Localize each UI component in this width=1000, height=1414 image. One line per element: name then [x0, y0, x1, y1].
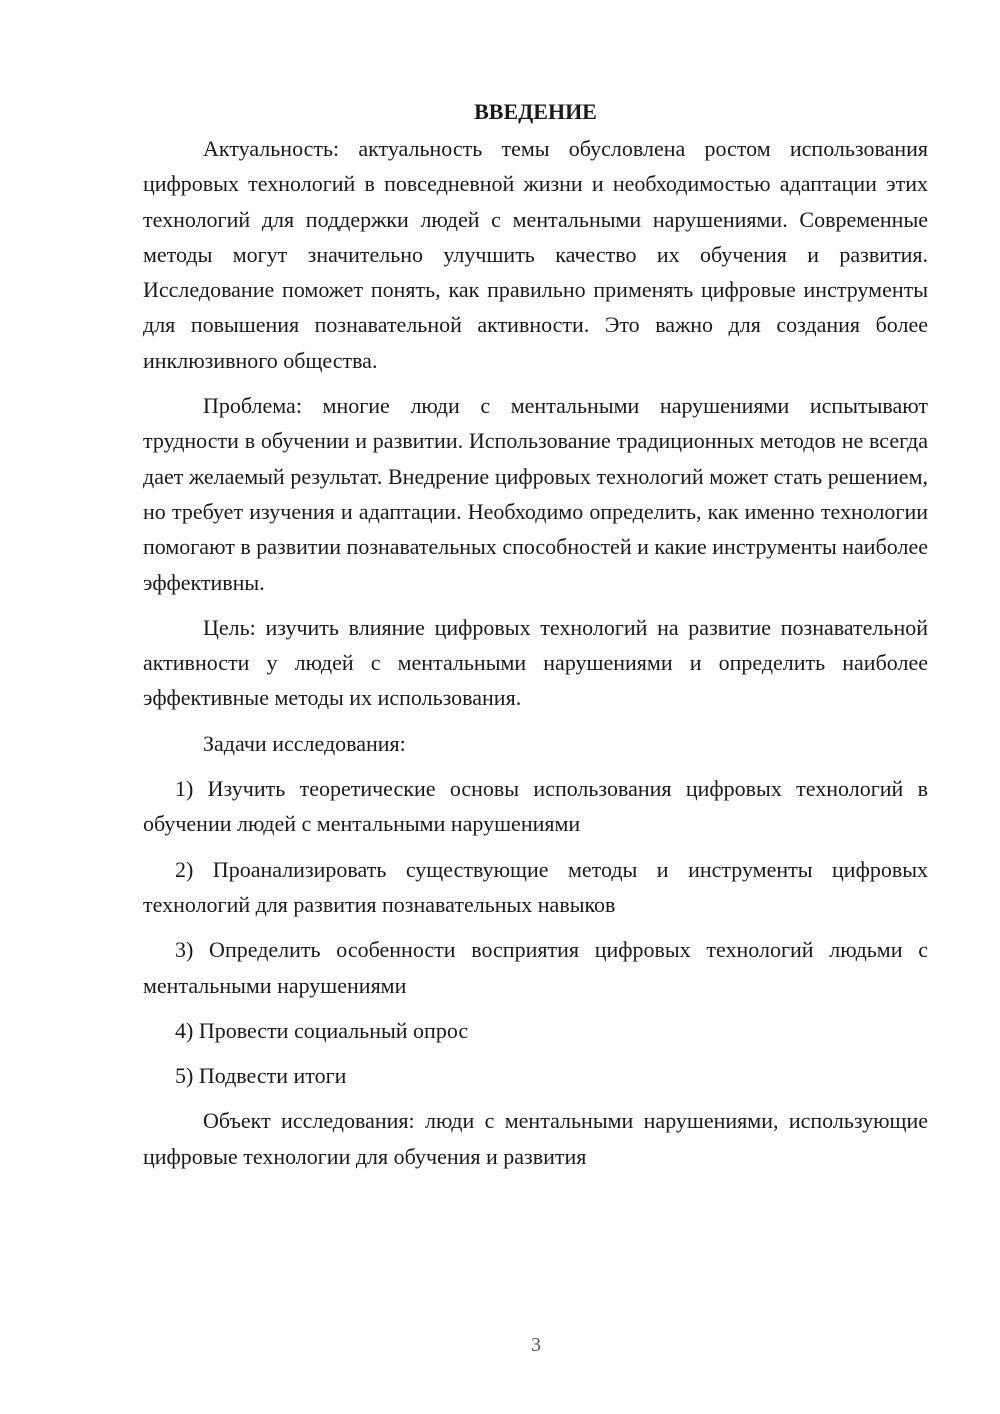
relevance-paragraph: Актуальность: актуальность темы обусловлена ростом использования цифровых технологий в повседневной жизни и необходимостью адаптации этих технологий для поддержки людей с ментальными нарушениями. Современные методы могут значительно улучшить качество их обучения и развития. Исследование поможет понять, как правильно применять цифровые инструменты для повышения познавательной активности. Это важно для создания более инклюзивного общества. [143, 136, 928, 373]
task-item: 2) Проанализировать существующие методы и инструменты цифровых технологий для развития познавательных навыков [143, 856, 928, 917]
task-item: 5) Подвести итоги [175, 1063, 347, 1089]
task-item: 1) Изучить теоретические основы использования цифровых технологий в обучении людей с ментальными нарушениями [143, 776, 928, 837]
page-number: 3 [531, 1334, 541, 1356]
problem-paragraph: Проблема: многие люди с ментальными нарушениями испытывают трудности в обучении и развитии. Использование традиционных методов не всегда дает желаемый результат. Внедрение цифровых технологий может стать решением, но требует изучения и адаптации. Необходимо определить, как именно технологии помогают в развитии познавательных способностей и какие инструменты наиболее эффективны. [143, 393, 928, 595]
task-item: 4) Провести социальный опрос [175, 1017, 469, 1043]
section-heading: ВВЕДЕНИЕ [474, 99, 597, 124]
task-item: 3) Определить особенности восприятия цифровых технологий людьми с ментальными нарушениями [143, 937, 928, 998]
object-paragraph: Объект исследования: люди с ментальными нарушениями, использующие цифровые технологии для обучения и развития [143, 1108, 928, 1169]
page-content [143, 94, 928, 1184]
goal-paragraph: Цель: изучить влияние цифровых технологий на развитие познавательной активности у людей с ментальными нарушениями и определить наиболее эффективные методы их использования. [143, 614, 928, 711]
tasks-title: Задачи исследования: [203, 730, 406, 756]
